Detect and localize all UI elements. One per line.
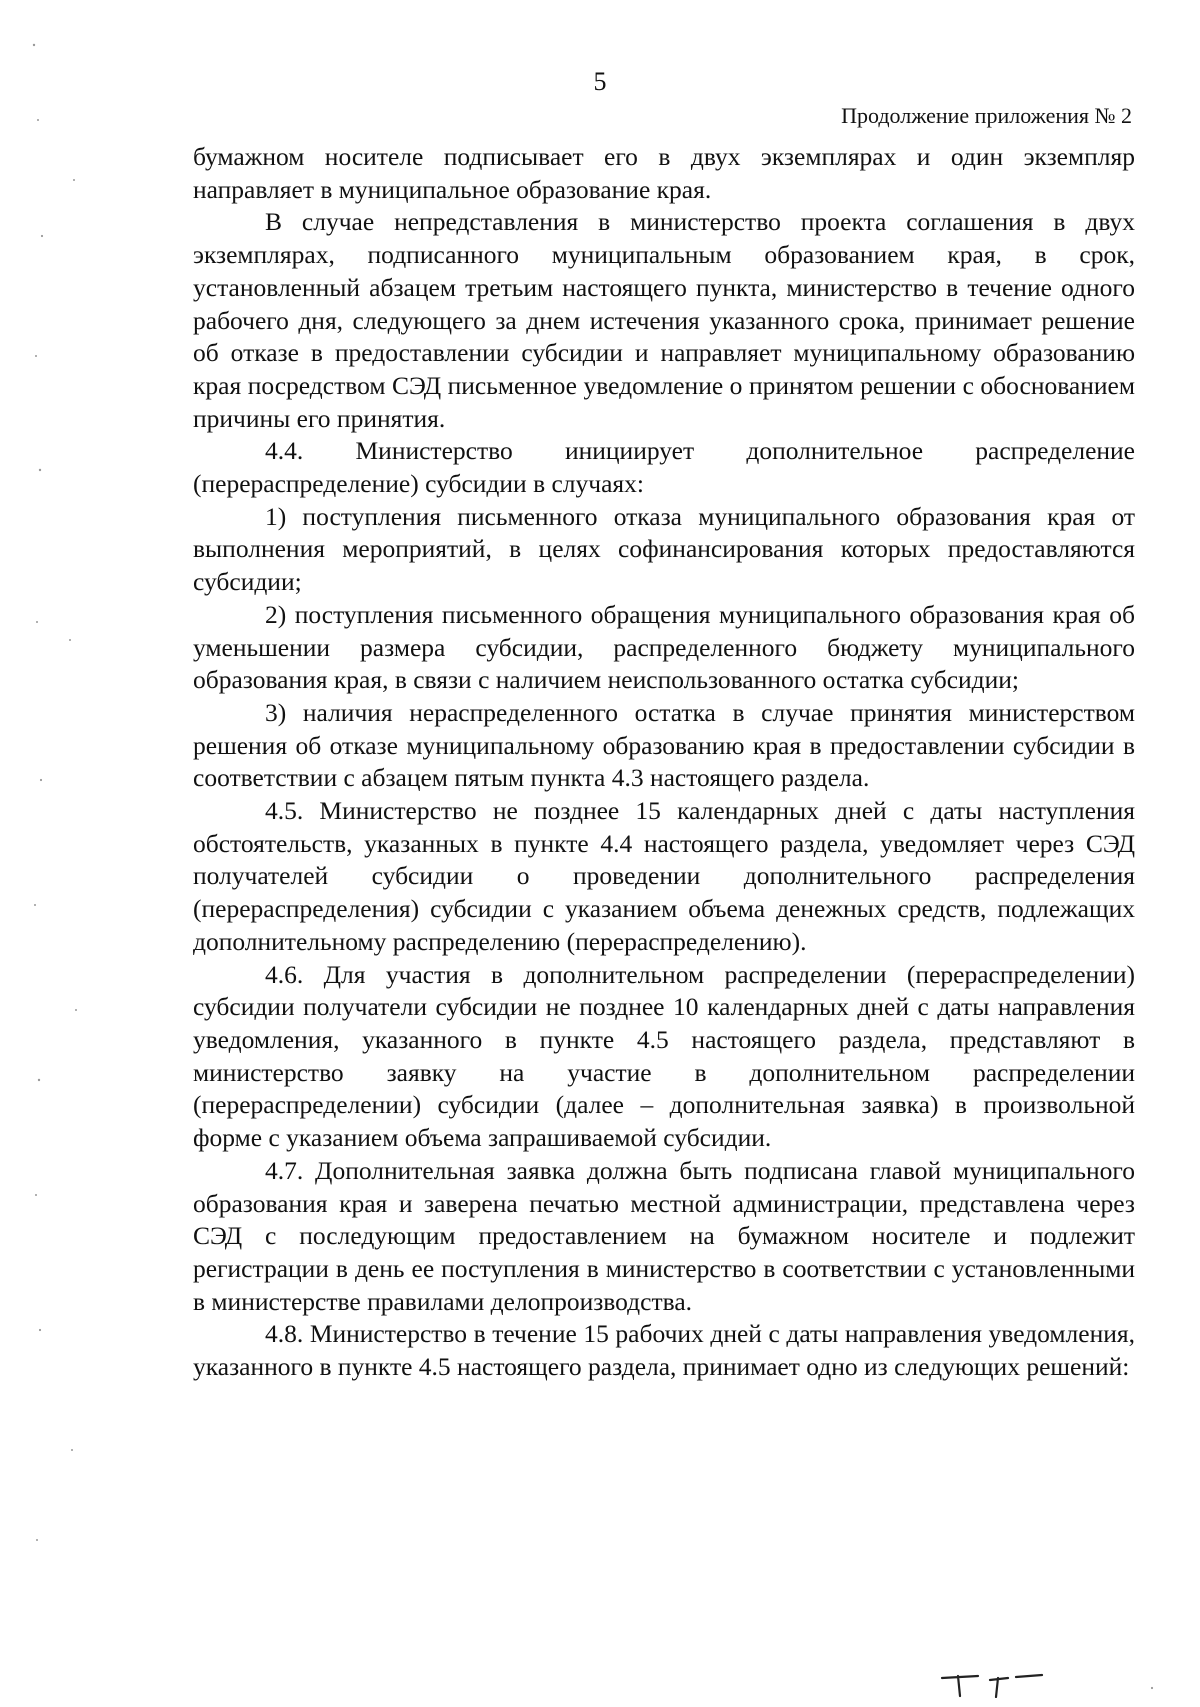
paragraph-refusal-notice: В случае непредставления в министерство проекта соглашения в двух экземплярах, подписанного муниципальным образованием края, в срок, установленный абзацем третьим настоящего пункта, министерство в течение одного рабочего дня, следующего за днем истечения указанного срока, принимает решение об отказе в предоставлении субсидии и направляет муниципальному образованию края посредством СЭД письменное уведомление о принятом решении с обоснованием причины его принятия. — [193, 207, 1135, 433]
paragraph-4-6: 4.6. Для участия в дополнительном распределении (перераспределении) субсидии получатели субсидии не позднее 10 календарных дней с даты направления уведомления, указанного в пункте 4.5 настоящего раздела, представляют в министерство заявку на участие в дополнительном распределении (перераспределении) субсидии (далее – дополнительная заявка) в произвольной форме с указанием объема запрашиваемой субсидии. — [193, 959, 1135, 1153]
initials-mark — [938, 1668, 1048, 1698]
document-body — [193, 141, 1135, 1384]
paragraph-4-4-item-3: 3) наличия нераспределенного остатка в случае принятия министерством решения об отказе муниципальному образованию края в предоставлении субсидии в соответствии с абзацем пятым пункта 4.3 настоящего раздела. — [193, 697, 1135, 793]
page-number: 5 — [593, 67, 607, 96]
paragraph-4-4: 4.4. Министерство инициирует дополнительное распределение (перераспределение) субсидии в случаях: — [193, 436, 1135, 499]
paragraph-4-8: 4.8. Министерство в течение 15 рабочих дней с даты направления уведомления, указанного в пункте 4.5 настоящего раздела, принимает одно из следующих решений: — [193, 1319, 1135, 1382]
paragraph-4-7: 4.7. Дополнительная заявка должна быть подписана главой муниципального образования края и заверена печатью местной администрации, представлена через СЭД с последующим предоставлением на бумажном носителе и подлежит регистрации в день ее поступления в министерство в соответствии с установленными в министерстве правилами делопроизводства. — [193, 1155, 1135, 1316]
paragraph-4-4-item-2: 2) поступления письменного обращения муниципального образования края об уменьшении размера субсидии, распределенного бюджету муниципального образования края, в связи с наличием неиспользованного остатка субсидии; — [193, 599, 1135, 695]
paragraph-4-4-item-1: 1) поступления письменного отказа муниципального образования края от выполнения мероприятий, в целях софинансирования которых предоставляются субсидии; — [193, 501, 1135, 597]
appendix-continuation-note: Продолжение приложения № 2 — [841, 103, 1132, 128]
paragraph-continuation: бумажном носителе подписывает его в двух экземплярах и один экземпляр направляет в муниципальное образование края. — [193, 142, 1135, 204]
paragraph-4-5: 4.5. Министерство не позднее 15 календарных дней с даты наступления обстоятельств, указанных в пункте 4.4 настоящего раздела, уведомляет через СЭД получателей субсидии о проведении дополнительного распределения (перераспределения) субсидии с указанием объема денежных средств, подлежащих дополнительному распределению (перераспределению). — [193, 796, 1135, 956]
